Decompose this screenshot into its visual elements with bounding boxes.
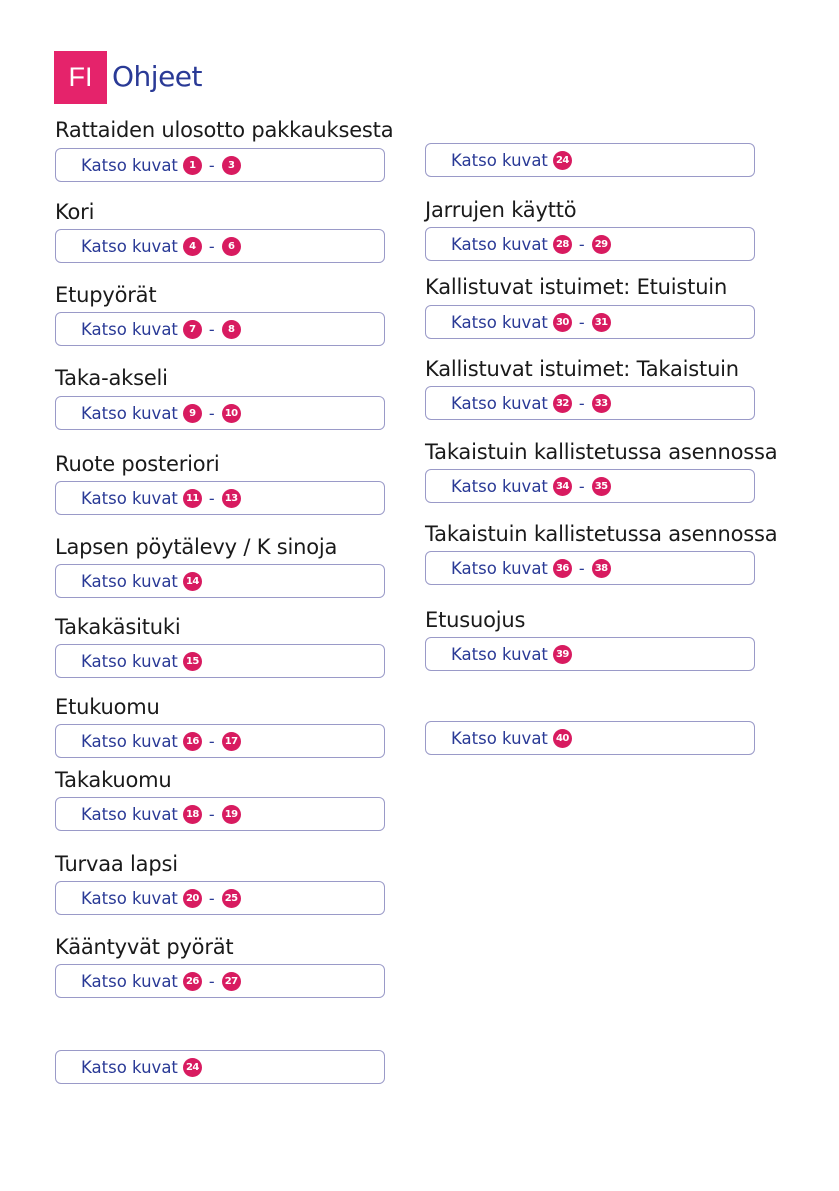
figure-reference-box — [55, 148, 385, 182]
page-title: Ohjeet — [112, 60, 202, 93]
figure-number-badge: 9 — [183, 404, 202, 423]
figure-reference-box — [55, 964, 385, 998]
figure-number-badge: 40 — [553, 729, 572, 748]
figure-reference-label: Katso kuvat — [451, 728, 548, 748]
figure-number-badge: 20 — [183, 889, 202, 908]
figure-reference-box — [55, 724, 385, 758]
section-title: Jarrujen käyttö — [425, 198, 577, 222]
figure-reference-label: Katso kuvat — [451, 644, 548, 664]
figure-number-badge: 31 — [592, 313, 611, 332]
range-dash: - — [208, 731, 215, 751]
figure-number-badge: 8 — [222, 320, 241, 339]
figure-number-badge: 29 — [592, 235, 611, 254]
section-title: Etusuojus — [425, 608, 526, 632]
figure-reference-label: Katso kuvat — [81, 155, 178, 175]
range-dash: - — [208, 804, 215, 824]
figure-reference-label: Katso kuvat — [81, 971, 178, 991]
range-dash: - — [208, 236, 215, 256]
figure-number-badge: 15 — [183, 652, 202, 671]
figure-reference-label: Katso kuvat — [451, 312, 548, 332]
figure-number-badge: 17 — [222, 732, 241, 751]
figure-reference-box — [55, 881, 385, 915]
figure-reference-box — [55, 396, 385, 430]
figure-reference-label: Katso kuvat — [81, 488, 178, 508]
figure-number-badge: 16 — [183, 732, 202, 751]
figure-reference-box — [425, 143, 755, 177]
figure-reference-label: Katso kuvat — [81, 403, 178, 423]
figure-number-badge: 36 — [553, 559, 572, 578]
range-dash: - — [578, 558, 585, 578]
figure-reference-label: Katso kuvat — [81, 1057, 178, 1077]
section-title: Ruote posteriori — [55, 452, 220, 476]
section-title: Takakuomu — [55, 768, 172, 792]
figure-number-badge: 4 — [183, 237, 202, 256]
figure-reference-label: Katso kuvat — [81, 804, 178, 824]
section-title: Rattaiden ulosotto pakkauksesta — [55, 118, 394, 142]
figure-reference-box — [425, 305, 755, 339]
figure-reference-box — [425, 469, 755, 503]
section-title: Kori — [55, 200, 95, 224]
figure-reference-box — [425, 227, 755, 261]
figure-reference-box — [55, 797, 385, 831]
figure-number-badge: 26 — [183, 972, 202, 991]
figure-number-badge: 1 — [183, 156, 202, 175]
range-dash: - — [578, 476, 585, 496]
figure-reference-box — [55, 481, 385, 515]
section-title: Etupyörät — [55, 283, 157, 307]
figure-reference-box — [425, 721, 755, 755]
figure-number-badge: 11 — [183, 489, 202, 508]
figure-number-badge: 24 — [183, 1058, 202, 1077]
figure-number-badge: 24 — [553, 151, 572, 170]
range-dash: - — [578, 393, 585, 413]
figure-reference-label: Katso kuvat — [81, 888, 178, 908]
figure-reference-box — [425, 637, 755, 671]
range-dash: - — [208, 488, 215, 508]
figure-number-badge: 32 — [553, 394, 572, 413]
range-dash: - — [208, 319, 215, 339]
figure-reference-box — [55, 644, 385, 678]
figure-reference-label: Katso kuvat — [81, 319, 178, 339]
figure-number-badge: 35 — [592, 477, 611, 496]
section-title: Etukuomu — [55, 695, 160, 719]
range-dash: - — [208, 403, 215, 423]
figure-number-badge: 25 — [222, 889, 241, 908]
range-dash: - — [578, 234, 585, 254]
range-dash: - — [208, 888, 215, 908]
figure-reference-box — [55, 564, 385, 598]
figure-reference-label: Katso kuvat — [81, 731, 178, 751]
figure-number-badge: 3 — [222, 156, 241, 175]
figure-reference-box — [55, 229, 385, 263]
figure-number-badge: 33 — [592, 394, 611, 413]
section-title: Kääntyvät pyörät — [55, 935, 234, 959]
figure-number-badge: 7 — [183, 320, 202, 339]
figure-number-badge: 30 — [553, 313, 572, 332]
figure-reference-box — [55, 312, 385, 346]
figure-reference-label: Katso kuvat — [451, 234, 548, 254]
section-title: Lapsen pöytälevy / K sinoja — [55, 535, 338, 559]
figure-reference-label: Katso kuvat — [81, 571, 178, 591]
figure-reference-box — [425, 386, 755, 420]
language-badge: FI — [54, 51, 107, 104]
figure-number-badge: 14 — [183, 572, 202, 591]
figure-reference-label: Katso kuvat — [81, 236, 178, 256]
figure-reference-box — [55, 1050, 385, 1084]
figure-number-badge: 10 — [222, 404, 241, 423]
figure-number-badge: 34 — [553, 477, 572, 496]
figure-number-badge: 13 — [222, 489, 241, 508]
figure-number-badge: 19 — [222, 805, 241, 824]
section-title: Takaistuin kallistetussa asennossa — [425, 440, 778, 464]
figure-reference-label: Katso kuvat — [451, 558, 548, 578]
range-dash: - — [578, 312, 585, 332]
figure-reference-box — [425, 551, 755, 585]
figure-number-badge: 18 — [183, 805, 202, 824]
figure-reference-label: Katso kuvat — [451, 393, 548, 413]
section-title: Taka-akseli — [55, 366, 168, 390]
figure-number-badge: 39 — [553, 645, 572, 664]
range-dash: - — [208, 971, 215, 991]
section-title: Kallistuvat istuimet: Takaistuin — [425, 357, 739, 381]
figure-number-badge: 27 — [222, 972, 241, 991]
section-title: Takaistuin kallistetussa asennossa — [425, 522, 778, 546]
section-title: Kallistuvat istuimet: Etuistuin — [425, 275, 728, 299]
figure-reference-label: Katso kuvat — [451, 476, 548, 496]
range-dash: - — [208, 155, 215, 175]
figure-number-badge: 38 — [592, 559, 611, 578]
section-title: Turvaa lapsi — [55, 852, 178, 876]
figure-reference-label: Katso kuvat — [451, 150, 548, 170]
figure-number-badge: 28 — [553, 235, 572, 254]
figure-reference-label: Katso kuvat — [81, 651, 178, 671]
figure-number-badge: 6 — [222, 237, 241, 256]
section-title: Takakäsituki — [55, 615, 181, 639]
